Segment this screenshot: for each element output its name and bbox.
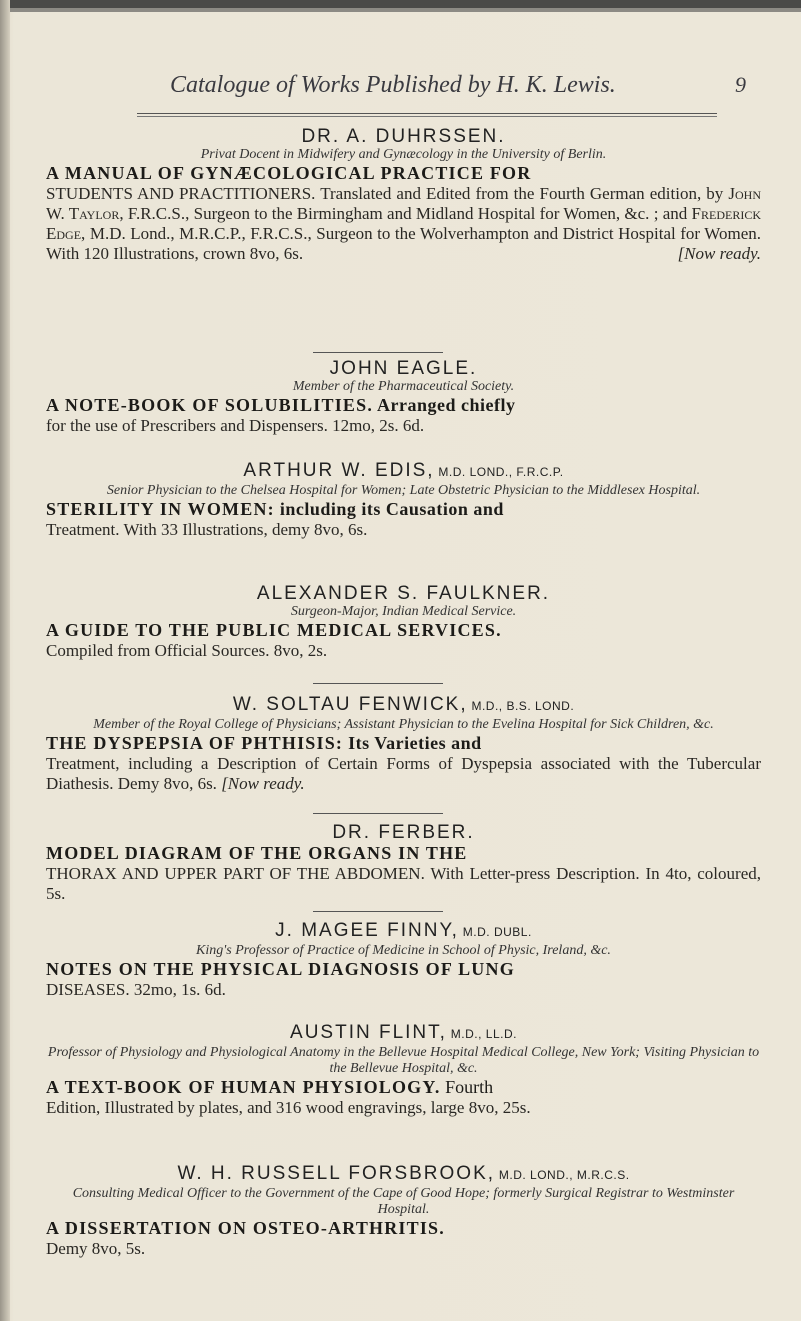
entry-book-text (46, 1077, 761, 1118)
entry-book-title: A DISSERTATION ON OSTEO-ARTHRITIS. (46, 1218, 445, 1238)
header-rule (137, 113, 717, 114)
catalogue-entry-flint (46, 1022, 761, 1118)
entry-author-description: Member of the Royal College of Physicians; Assistant Physician to the Evelina Hospital for Sick Children, &c. (93, 717, 714, 732)
entry-divider (313, 813, 443, 814)
entry-author-degrees: M.D. DUBL. (458, 925, 532, 939)
entry-editor-name: Frederick Edge (46, 204, 761, 243)
entry-ready-note: [Now ready. (221, 774, 305, 793)
entry-title-rest: Its Varieties and (343, 733, 482, 753)
header-rule-double (137, 116, 717, 117)
entry-author-name: ARTHUR W. EDIS, (243, 460, 435, 481)
entry-author: DR. A. DUHRSSEN. (301, 126, 506, 147)
entry-author-name: AUSTIN FLINT, (290, 1022, 447, 1043)
entry-text-part: THORAX AND UPPER PART OF THE ABDOMEN. With Letter-press Description. In 4to, coloured, 5s. (46, 864, 761, 903)
entry-book-text (46, 163, 761, 264)
page-number: 9 (735, 72, 746, 97)
entry-book-text (46, 843, 761, 904)
entry-text-part: STUDENTS AND PRACTITIONERS. Translated and Edited from the Fourth German edition, by (46, 184, 729, 203)
entry-text-part: Demy 8vo, 5s. (46, 1239, 146, 1258)
entry-book-title: A NOTE-BOOK OF SOLUBILITIES. (46, 395, 374, 415)
entry-book-text (46, 499, 761, 540)
catalogue-entry-finny (46, 920, 761, 1000)
entry-author-degrees: M.D. LOND., M.R.C.S. (495, 1168, 630, 1182)
entry-book-title: A MANUAL OF GYNÆCOLOGICAL PRACTICE FOR (46, 163, 532, 183)
entry-author (46, 920, 761, 943)
entry-divider (313, 911, 443, 912)
entry-author-description: King's Professor of Practice of Medicine in School of Physic, Ireland, &c. (196, 943, 611, 958)
entry-book-text (46, 959, 761, 1000)
catalogue-entry-ferber (46, 822, 761, 904)
entry-book-text (46, 733, 761, 794)
entry-book-title: A TEXT-BOOK OF HUMAN PHYSIOLOGY. (46, 1077, 441, 1097)
entry-text-part: DISEASES. 32mo, 1s. 6d. (46, 980, 226, 999)
catalogue-entry-faulkner (46, 583, 761, 661)
entry-author: DR. FERBER. (332, 822, 475, 843)
entry-author-description: Surgeon-Major, Indian Medical Service. (290, 604, 517, 619)
entry-author: ALEXANDER S. FAULKNER. (256, 583, 551, 604)
entry-title-rest: Fourth (440, 1077, 494, 1097)
entry-book-title: THE DYSPEPSIA OF PHTHISIS: (46, 733, 344, 753)
entry-author (46, 1163, 761, 1186)
entry-divider (313, 352, 443, 353)
entry-author-degrees: M.D., B.S. LOND. (467, 699, 575, 713)
entry-author (46, 1022, 761, 1045)
entry-author-degrees: M.D. LOND., F.R.C.P. (434, 465, 564, 479)
entry-divider (313, 683, 443, 684)
entry-text-part: , F.R.C.S., Surgeon to the Birmingham and Midland Hospital for Women, &c. ; and (119, 204, 692, 223)
entry-book-text (46, 395, 761, 436)
entry-author-description: Privat Docent in Midwifery and Gynæcology in the University of Berlin. (200, 147, 607, 162)
entry-book-title: MODEL DIAGRAM OF THE ORGANS IN THE (46, 843, 468, 863)
entry-author-description: Consulting Medical Officer to the Government of the Cape of Good Hope; formerly Surgical Registrar to Westminster Hospital. (72, 1186, 735, 1217)
entry-book-text (46, 1218, 761, 1259)
entry-author-name: J. MAGEE FINNY, (275, 920, 459, 941)
entry-editor-name: John W. Taylor (46, 184, 761, 223)
entry-text-part: Compiled from Official Sources. 8vo, 2s. (46, 641, 328, 660)
entry-author-description: Professor of Physiology and Physiological Anatomy in the Bellevue Hospital Medical College, New York; Visiting Physician to the Bellevue Hospital, &c. (47, 1045, 760, 1076)
entry-text-part: , M.D. Lond., M.R.C.P., F.R.C.S., Surgeon to the Wolverhampton and District Hospital for Women. With 120 Illustrations, crown 8vo, 6s. (46, 224, 761, 263)
catalogue-entry-forsbrook (46, 1163, 761, 1259)
catalogue-entry-eagle (46, 358, 761, 436)
entry-author-degrees: M.D., LL.D. (446, 1027, 517, 1041)
entry-ready-note: [Now ready. (677, 244, 761, 263)
page-binding-edge (0, 0, 10, 1321)
entry-author-name: W. SOLTAU FENWICK, (232, 694, 468, 715)
page-top-border (0, 0, 801, 8)
entry-author-name: W. H. RUSSELL FORSBROOK, (177, 1163, 496, 1184)
entry-text-part: Treatment. With 33 Illustrations, demy 8vo, 6s. (46, 520, 368, 539)
entry-title-rest: Arranged chiefly (373, 395, 516, 415)
entry-book-title: NOTES ON THE PHYSICAL DIAGNOSIS OF LUNG (46, 959, 515, 979)
page-top-border-shadow (0, 8, 801, 12)
entry-book-title: A GUIDE TO THE PUBLIC MEDICAL SERVICES. (46, 620, 502, 640)
entry-text-part: Edition, Illustrated by plates, and 316 wood engravings, large 8vo, 25s. (46, 1098, 531, 1117)
entry-text-part: Treatment, including a Description of Certain Forms of Dyspepsia associated with the Tubercular Diathesis. Demy 8vo, 6s. (46, 754, 761, 793)
entry-author (46, 694, 761, 717)
entry-author-description: Member of the Pharmaceutical Society. (292, 379, 515, 394)
catalogue-entry-duhrssen (46, 126, 761, 264)
entry-author (46, 460, 761, 483)
catalogue-entry-edis (46, 460, 761, 540)
entry-title-rest: including its Causation and (274, 499, 504, 519)
entry-author-description: Senior Physician to the Chelsea Hospital for Women; Late Obstetric Physician to the Middlesex Hospital. (106, 483, 701, 498)
running-head: Catalogue of Works Published by H. K. Lewis. (170, 72, 616, 98)
catalogue-entry-fenwick (46, 694, 761, 794)
entry-author: JOHN EAGLE. (329, 358, 478, 379)
entry-book-title: STERILITY IN WOMEN: (46, 499, 275, 519)
entry-text-part: for the use of Prescribers and Dispensers. 12mo, 2s. 6d. (46, 416, 425, 435)
entry-book-text (46, 620, 761, 661)
